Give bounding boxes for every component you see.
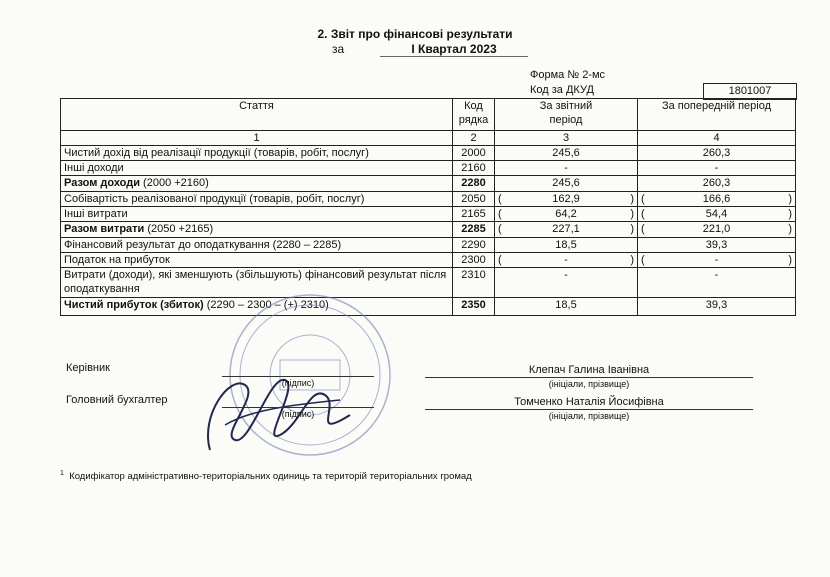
financial-results-table bbox=[60, 98, 796, 316]
header-article: Стаття bbox=[61, 99, 453, 131]
row-article: Чистий дохід від реалізації продукції (товарів, робіт, послуг) bbox=[61, 146, 453, 161]
row-value-previous: ( - ) bbox=[638, 253, 796, 268]
accountant-name-caption: (ініціали, прізвище) bbox=[548, 411, 630, 421]
manager-signature-line bbox=[222, 376, 374, 377]
row-value-current: ( 64,2 ) bbox=[495, 207, 638, 222]
row-article: Разом витрати (2050 +2165) bbox=[61, 222, 453, 238]
row-value-current: 18,5 bbox=[495, 298, 638, 316]
header-previous-period: За попередній період bbox=[638, 99, 796, 131]
table-row bbox=[61, 222, 796, 238]
row-code: 2285 bbox=[453, 222, 495, 238]
row-code: 2165 bbox=[453, 207, 495, 222]
row-value-previous: - bbox=[638, 268, 796, 298]
row-value-current: - bbox=[495, 268, 638, 298]
row-value-current: - bbox=[495, 161, 638, 176]
row-value-previous: ( 166,6 ) bbox=[638, 192, 796, 207]
row-article: Витрати (доходи), які зменшують (збільшують) фінансовий результат після оподаткування bbox=[61, 268, 453, 298]
accountant-name-line bbox=[425, 409, 753, 410]
row-value-current: ( 162,9 ) bbox=[495, 192, 638, 207]
row-value-previous: 260,3 bbox=[638, 176, 796, 192]
table-row bbox=[61, 253, 796, 268]
row-value-previous: ( 54,4 ) bbox=[638, 207, 796, 222]
row-value-current: 245,6 bbox=[495, 146, 638, 161]
row-value-current: ( - ) bbox=[495, 253, 638, 268]
column-number: 4 bbox=[638, 131, 796, 146]
row-code: 2050 bbox=[453, 192, 495, 207]
row-value-current: ( 227,1 ) bbox=[495, 222, 638, 238]
table-row bbox=[61, 176, 796, 192]
accountant-label: Головний бухгалтер bbox=[66, 394, 168, 406]
table-row bbox=[61, 238, 796, 253]
header-code: Код рядка bbox=[453, 99, 495, 131]
row-value-current: 18,5 bbox=[495, 238, 638, 253]
manager-label: Керівник bbox=[66, 362, 110, 374]
row-value-previous: 39,3 bbox=[638, 298, 796, 316]
row-article: Разом доходи (2000 +2160) bbox=[61, 176, 453, 192]
table-row bbox=[61, 192, 796, 207]
row-value-previous: ( 221,0 ) bbox=[638, 222, 796, 238]
row-value-current: 245,6 bbox=[495, 176, 638, 192]
accountant-name: Томченко Наталія Йосифівна bbox=[514, 396, 664, 408]
column-number: 2 bbox=[453, 131, 495, 146]
form-number: Форма № 2-мс bbox=[530, 69, 606, 81]
footnote bbox=[60, 470, 472, 482]
footnote-text: Кодифікатор адміністративно-територіальних одиниць та територій територіальних громад bbox=[69, 471, 472, 483]
manager-name-caption: (ініціали, прізвище) bbox=[548, 379, 630, 389]
dkud-code-label: Код за ДКУД bbox=[530, 84, 594, 96]
row-value-previous: 39,3 bbox=[638, 238, 796, 253]
row-article: Фінансовий результат до оподаткування (2280 – 2285) bbox=[61, 238, 453, 253]
row-value-previous: 260,3 bbox=[638, 146, 796, 161]
period-prefix: за bbox=[332, 42, 345, 56]
row-article: Інші доходи bbox=[61, 161, 453, 176]
row-article: Собівартість реалізованої продукції (товарів, робіт, послуг) bbox=[61, 192, 453, 207]
manager-signature-caption: (підпис) bbox=[281, 378, 315, 388]
manager-name: Клепач Галина Іванівна bbox=[528, 364, 650, 376]
column-number: 1 bbox=[61, 131, 453, 146]
accountant-signature-caption: (підпис) bbox=[281, 409, 315, 419]
header-current-period: За звітний період bbox=[495, 99, 638, 131]
row-article: Податок на прибуток bbox=[61, 253, 453, 268]
report-title: 2. Звіт про фінансові результати bbox=[317, 27, 513, 41]
table-row bbox=[61, 207, 796, 222]
row-code: 2300 bbox=[453, 253, 495, 268]
column-number: 3 bbox=[495, 131, 638, 146]
report-period: І Квартал 2023 bbox=[380, 42, 528, 57]
manager-name-line bbox=[425, 377, 753, 378]
row-value-previous: - bbox=[638, 161, 796, 176]
table-row bbox=[61, 161, 796, 176]
table-row bbox=[61, 298, 796, 316]
row-code: 2290 bbox=[453, 238, 495, 253]
table-row bbox=[61, 268, 796, 298]
row-article: Інші витрати bbox=[61, 207, 453, 222]
accountant-signature-line bbox=[222, 407, 374, 408]
row-code: 2160 bbox=[453, 161, 495, 176]
footnote-mark: 1 bbox=[60, 470, 64, 477]
dkud-code-value: 1801007 bbox=[703, 83, 797, 100]
row-code: 2350 bbox=[453, 298, 495, 316]
row-code: 2000 bbox=[453, 146, 495, 161]
table-row bbox=[61, 146, 796, 161]
row-article: Чистий прибуток (збиток) (2290 – 2300 – (+) 2310) bbox=[61, 298, 453, 316]
row-code: 2310 bbox=[453, 268, 495, 298]
row-code: 2280 bbox=[453, 176, 495, 192]
